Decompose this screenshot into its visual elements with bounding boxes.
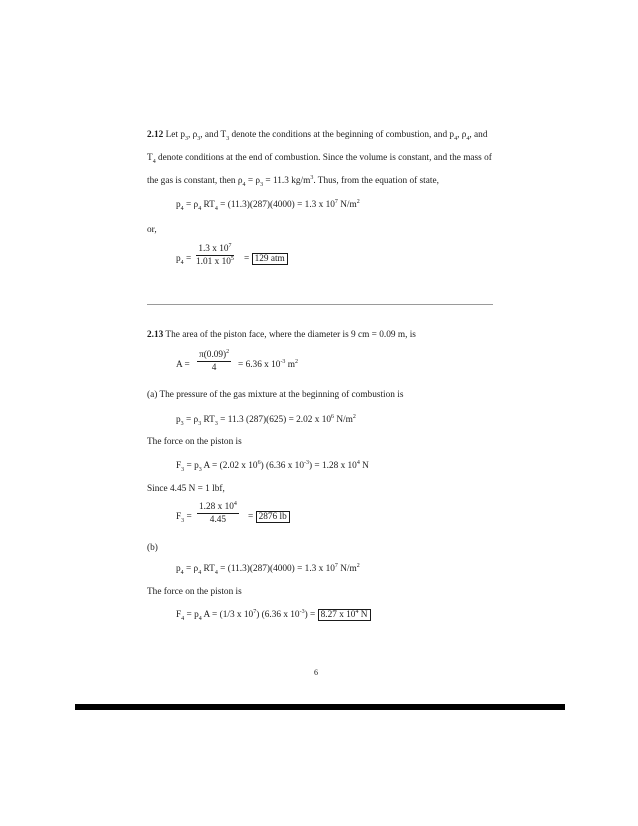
part-a-text: (a) The pressure of the gas mixture at the beginning of combustion is: [147, 390, 404, 400]
problem-number: 2.12: [147, 130, 164, 140]
problem-2-12-paragraph: 2.12 Let $p_3$, $\rho_3$, and $T_3$ denote the conditions at the beginning of combustion, and $p_4$, $\rho_4$, and $T_4$ denote conditions at the end of combustion. Since the volume is constant, and the mass of the gas is constant, then $\rho_4 = \rho_3 = 11.3$ $kg/m^3$. Thus, from the equation of state,: [147, 130, 492, 188]
equation-f3: $F_3 = p_3$ A = (2.02 x $10^6$) (6.36 x $10^{-3}) = 1.28$ x $10^4$ N: [176, 459, 369, 473]
footer-bar: [75, 704, 565, 710]
equation-p4-atm-lhs: $p_4$ =: [176, 254, 192, 266]
equation-p4-b: $p_4 = \rho_4$ $RT_4 = (11.3)(287)(4000) = 1.3$ x $10^7$ $N/m^2$: [176, 562, 360, 576]
equation-state-p4: $p_4 = \rho_4$ $RT_4 = (11.3)(287)(4000) = 1.3$ x $10^7$ $N/m^2$: [176, 198, 360, 212]
or-text: or,: [147, 225, 157, 235]
boxed-result-f4: 8.27 x $10^4$ N: [318, 609, 371, 621]
boxed-result-2876-lb: 2876 lb: [256, 511, 290, 523]
force-text-1: The force on the piston is: [147, 437, 242, 447]
equation-area-lhs: A =: [176, 360, 190, 370]
equation-f3-lb-rhs: = 2876 lb: [248, 512, 290, 522]
page-number: 6: [314, 668, 318, 677]
equation-p4-atm-rhs: = 129 atm: [244, 254, 288, 264]
since-text: Since 4.45 N = 1 lbf,: [147, 484, 225, 494]
equation-f3-lb-lhs: $F_3$ =: [176, 512, 192, 524]
fraction-p4-atm: 1.3 x $10^7$ 1.01 x $10^5$: [196, 242, 234, 267]
problem-number: 2.13: [147, 330, 164, 340]
section-divider: [147, 304, 493, 305]
force-text-2: The force on the piston is: [147, 587, 242, 597]
equation-p3: $p_3 = \rho_3$ $RT_3 = 11.3$ (287)(625) = 2.02 x $10^6$ $N/m^2$: [176, 413, 356, 427]
problem-2-13-intro: 2.13 The area of the piston face, where the diameter is 9 cm = 0.09 m, is: [147, 330, 416, 340]
equation-f4: $F_4 = p_4$ A = (1/3 x $10^7$) (6.36 x $10^{-3}) = 8.27$ x $10^4$ N: [176, 610, 371, 620]
part-b-label: (b): [147, 543, 158, 553]
fraction-f3-lb: 1.28 x $10^4$ 4.45: [199, 500, 237, 525]
boxed-result-129-atm: 129 atm: [252, 253, 288, 265]
equation-area-rhs: = 6.36 x $10^{-3}$ $m^2$: [238, 358, 298, 370]
fraction-area: $\pi(0.09)^2$ 4: [199, 348, 230, 373]
